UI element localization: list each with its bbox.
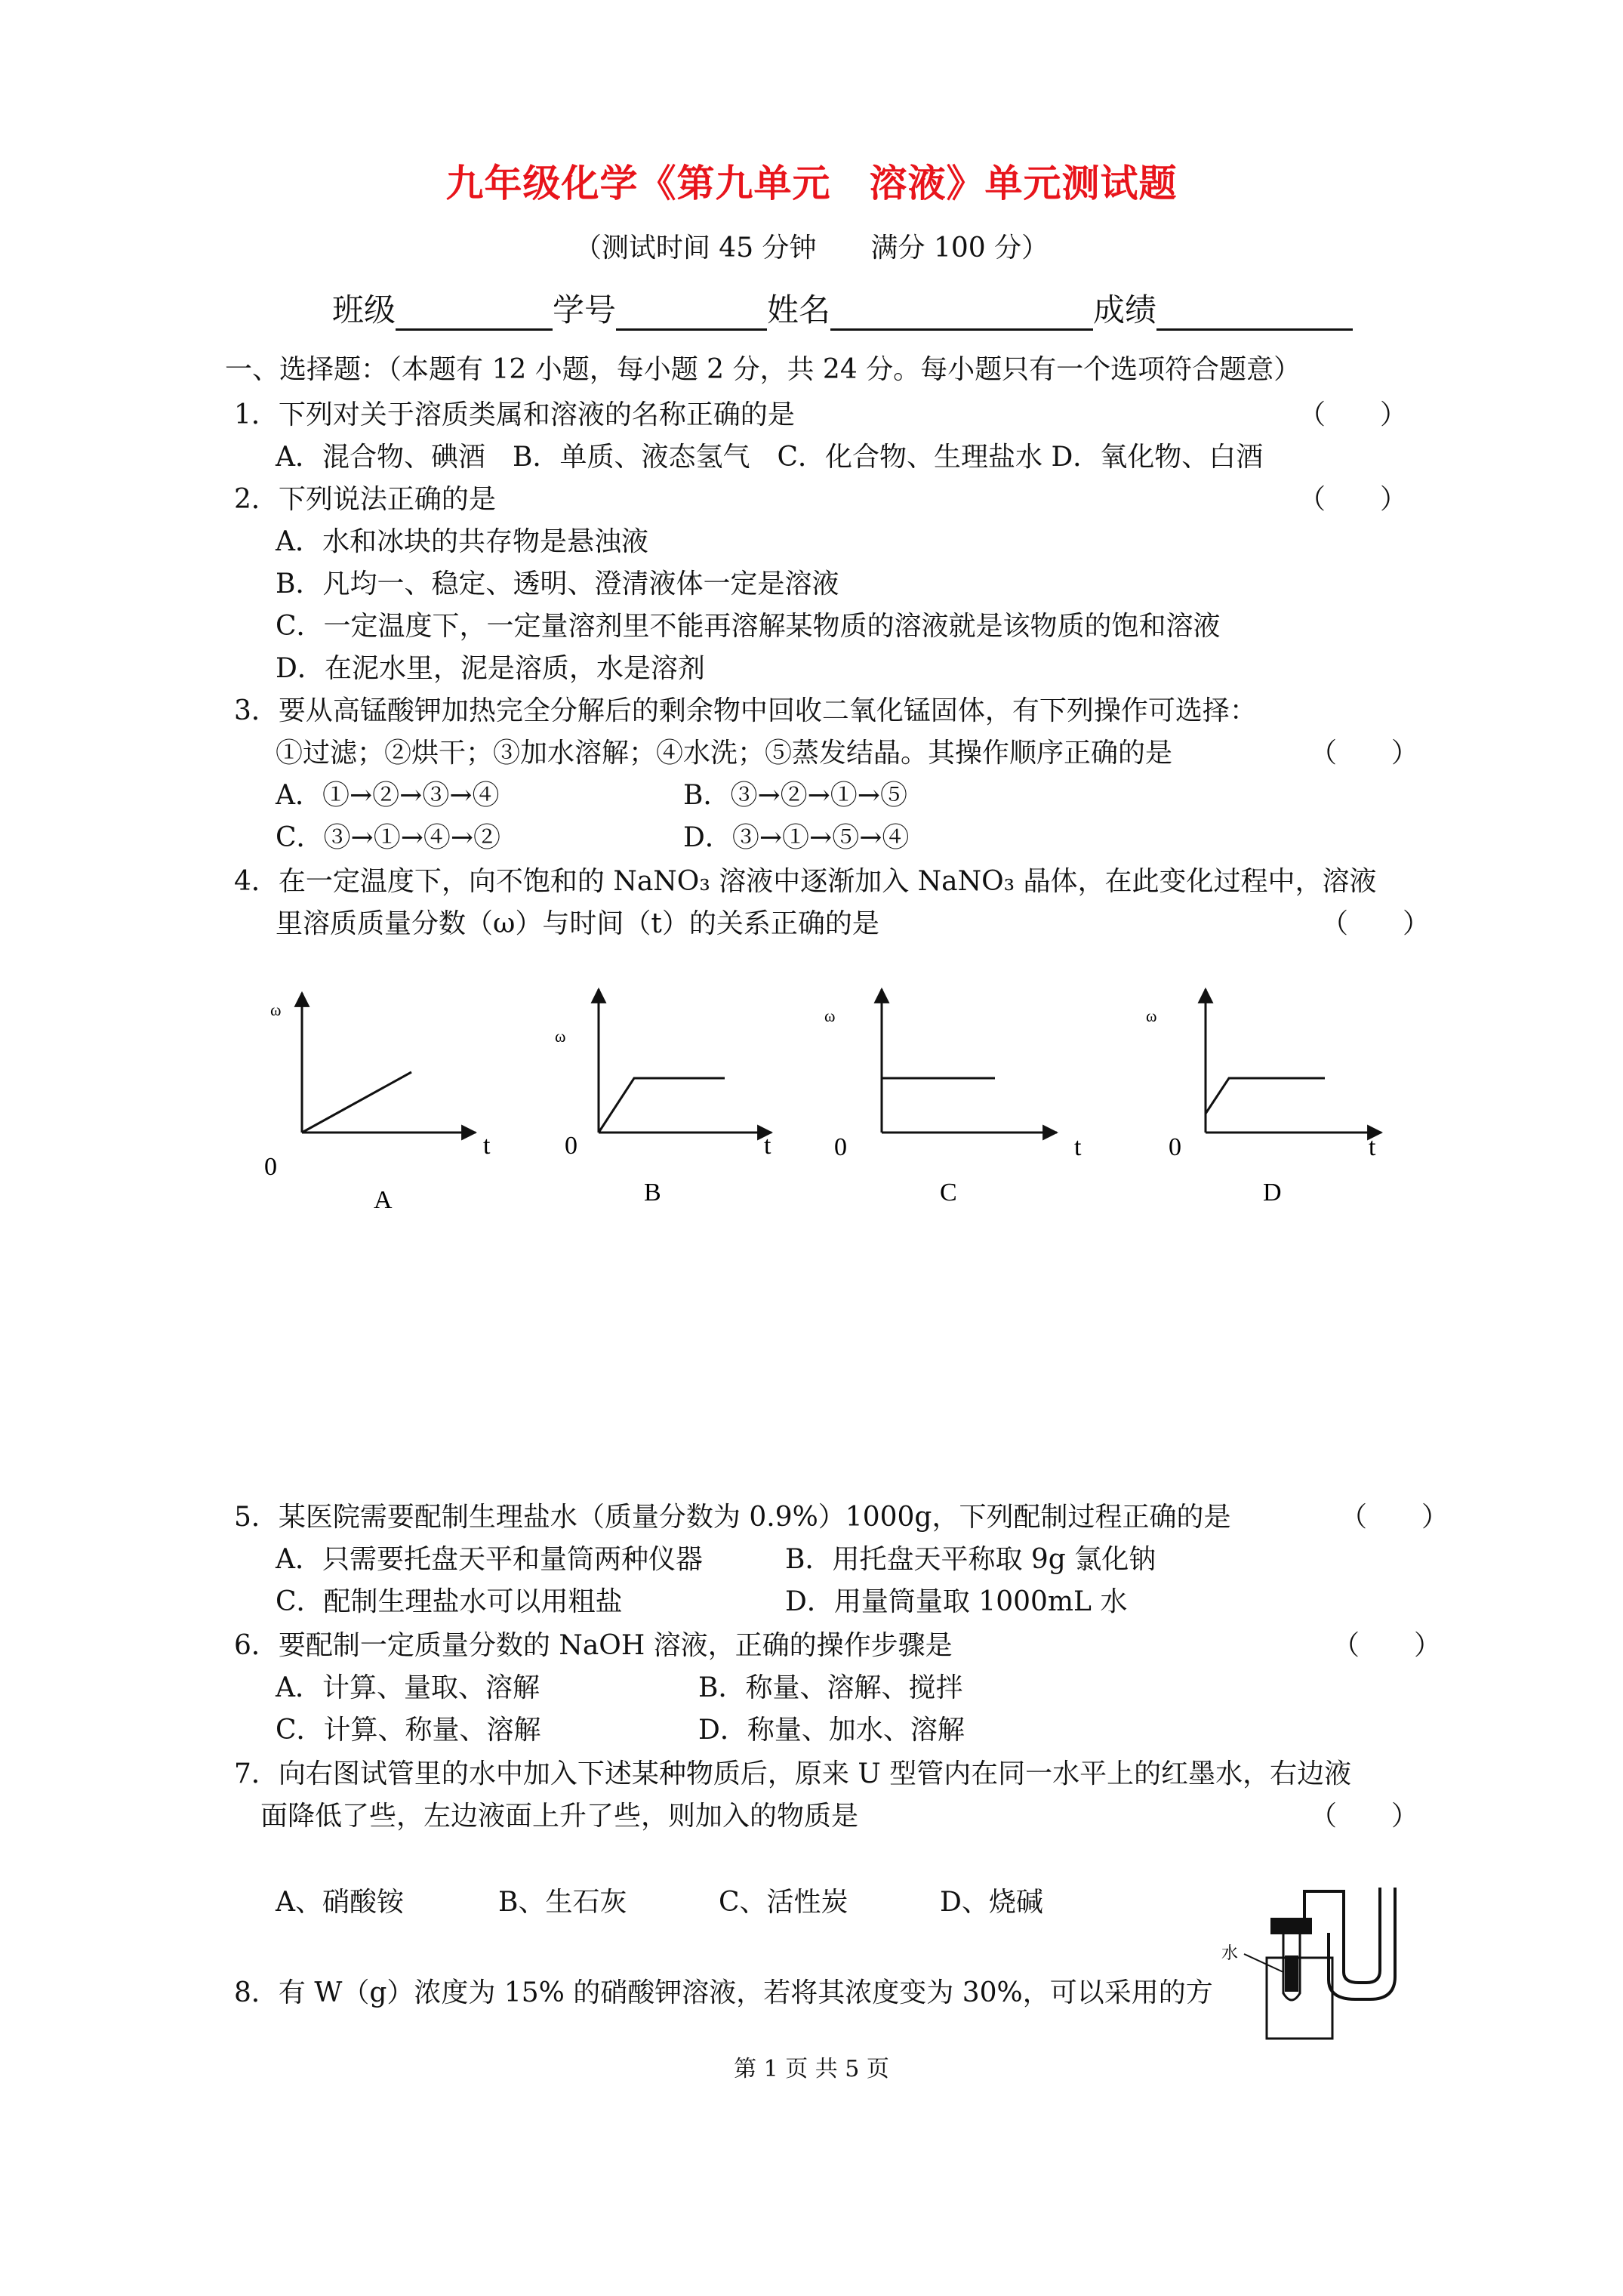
graph-a-x-label: t: [483, 1132, 491, 1160]
question-7-stem-line2: 面降低了些，左边液面上升了些，则加入的物质是: [260, 1801, 859, 1832]
answer-blank-5[interactable]: （ ）: [1340, 1502, 1449, 1533]
class-label: 班级: [332, 291, 396, 328]
graph-a-curve: [302, 1072, 411, 1133]
graph-b: [555, 989, 771, 1207]
question-3-stem-line2: ①过滤；②烘干；③加水溶解；④水洗；⑤蒸发结晶。其操作顺序正确的是: [276, 738, 1173, 769]
question-7-option-c: C、活性炭: [719, 1887, 848, 1918]
answer-blank-3[interactable]: （ ）: [1310, 738, 1419, 769]
graph-b-letter: B: [644, 1179, 661, 1207]
question-7-option-b: B、生石灰: [498, 1887, 627, 1918]
graph-a: [264, 993, 491, 1214]
question-5-option-d: D．用量筒量取 1000mL 水: [785, 1586, 1128, 1617]
question-3-option-c: C．③→①→④→②: [276, 822, 501, 853]
question-5-option-c: C．配制生理盐水可以用粗盐: [276, 1586, 623, 1617]
answer-blank-1[interactable]: （ ）: [1298, 399, 1408, 430]
question-5-option-a: A．只需要托盘天平和量筒两种仪器: [276, 1544, 703, 1575]
question-6-option-d: D．称量、加水、溶解: [698, 1715, 965, 1746]
graph-c: [824, 989, 1082, 1207]
student-id-label: 学号: [553, 291, 617, 328]
question-6-option-a: A．计算、量取、溶解: [276, 1672, 540, 1703]
question-3-option-a: A．①→②→③→④: [276, 780, 500, 811]
answer-blank-4[interactable]: （ ）: [1321, 908, 1431, 939]
question-8-stem: 8．有 W（g）浓度为 15% 的硝酸钾溶液，若将其浓度变为 30%，可以采用的方: [234, 1977, 1213, 2008]
question-4-stem-line1: 4．在一定温度下，向不饱和的 NaNO₃ 溶液中逐渐加入 NaNO₃ 晶体，在此变化过程中，溶液: [234, 866, 1377, 897]
u-tube: [1344, 1888, 1380, 1983]
water-in-tube: [1285, 1955, 1298, 1992]
graph-d-curve: [1206, 1078, 1325, 1114]
graph-b-x-label: t: [764, 1132, 771, 1160]
water-label: 水: [1221, 1944, 1239, 1963]
question-3-stem-line1: 3．要从高锰酸钾加热完全分解后的剩余物中回收二氧化锰固体，有下列操作可选择：: [234, 695, 1257, 726]
graph-d-y-label: ω: [1146, 1006, 1157, 1025]
graph-a-y-label: ω: [270, 1000, 282, 1019]
question-4-stem-line2: 里溶质质量分数（ω）与时间（t）的关系正确的是: [276, 908, 879, 939]
question-5-stem: 5．某医院需要配制生理盐水（质量分数为 0.9%）1000g，下列配制过程正确的是: [234, 1502, 1231, 1533]
question-7-option-d: D、烧碱: [940, 1887, 1043, 1918]
test-info: （测试时间 45 分钟 满分 100 分）: [574, 233, 1049, 264]
question-3-option-b: B．③→②→①→⑤: [683, 780, 907, 811]
question-5-option-b: B．用托盘天平称取 9g 氯化钠: [785, 1544, 1156, 1575]
graph-c-origin: 0: [834, 1133, 847, 1161]
score-label: 成绩: [1093, 291, 1157, 328]
answer-blank-2[interactable]: （ ）: [1298, 484, 1408, 515]
graph-a-letter: A: [374, 1186, 393, 1214]
graph-c-x-label: t: [1074, 1133, 1082, 1161]
question-6-option-c: C．计算、称量、溶解: [276, 1715, 541, 1746]
graph-c-y-label: ω: [824, 1006, 836, 1025]
question-3-option-d: D．③→①→⑤→④: [683, 822, 910, 853]
graph-d-origin: 0: [1169, 1133, 1181, 1161]
graph-b-curve: [599, 1078, 725, 1133]
question-6-option-b: B．称量、溶解、搅拌: [698, 1672, 963, 1703]
graph-a-origin: 0: [264, 1153, 277, 1181]
question-2-option-c: C．一定温度下，一定量溶剂里不能再溶解某物质的溶液就是该物质的饱和溶液: [276, 611, 1221, 642]
graph-d-letter: D: [1263, 1179, 1282, 1207]
page-number: 第 1 页 共 5 页: [734, 2056, 889, 2082]
graph-d: [1146, 989, 1381, 1207]
question-7-option-a: A、硝酸铵: [276, 1887, 404, 1918]
answer-blank-6[interactable]: （ ）: [1332, 1630, 1442, 1661]
section-heading: 一、选择题：（本题有 12 小题，每小题 2 分，共 24 分。每小题只有一个选项符合题意）: [225, 354, 1301, 385]
question-2-option-b: B．凡均一、稳定、透明、澄清液体一定是溶液: [276, 569, 839, 599]
stopper: [1270, 1918, 1312, 1934]
question-2-stem: 2．下列说法正确的是: [234, 484, 496, 515]
name-label: 姓名: [767, 291, 831, 328]
question-2-option-d: D．在泥水里，泥是溶质，水是溶剂: [276, 653, 705, 684]
question-1-options: A．混合物、碘酒 B．单质、液态氢气 C．化合物、生理盐水 D．氧化物、白酒: [276, 442, 1264, 473]
question-2-option-a: A．水和冰块的共存物是悬浊液: [276, 526, 648, 557]
page-title: 九年级化学《第九单元 溶液》单元测试题: [445, 161, 1178, 205]
question-1-stem: 1．下列对关于溶质类属和溶液的名称正确的是: [234, 399, 795, 430]
answer-blank-7[interactable]: （ ）: [1310, 1801, 1419, 1832]
u-tube-apparatus-figure: [1221, 1888, 1395, 2039]
graph-b-y-label: ω: [555, 1027, 566, 1046]
graph-b-origin: 0: [565, 1132, 577, 1160]
graph-d-x-label: t: [1369, 1133, 1376, 1161]
graph-c-letter: C: [940, 1179, 957, 1207]
question-6-stem: 6．要配制一定质量分数的 NaOH 溶液，正确的操作步骤是: [234, 1630, 953, 1661]
question-7-stem-line1: 7．向右图试管里的水中加入下述某种物质后，原来 U 型管内在同一水平上的红墨水，右边液: [234, 1758, 1352, 1789]
